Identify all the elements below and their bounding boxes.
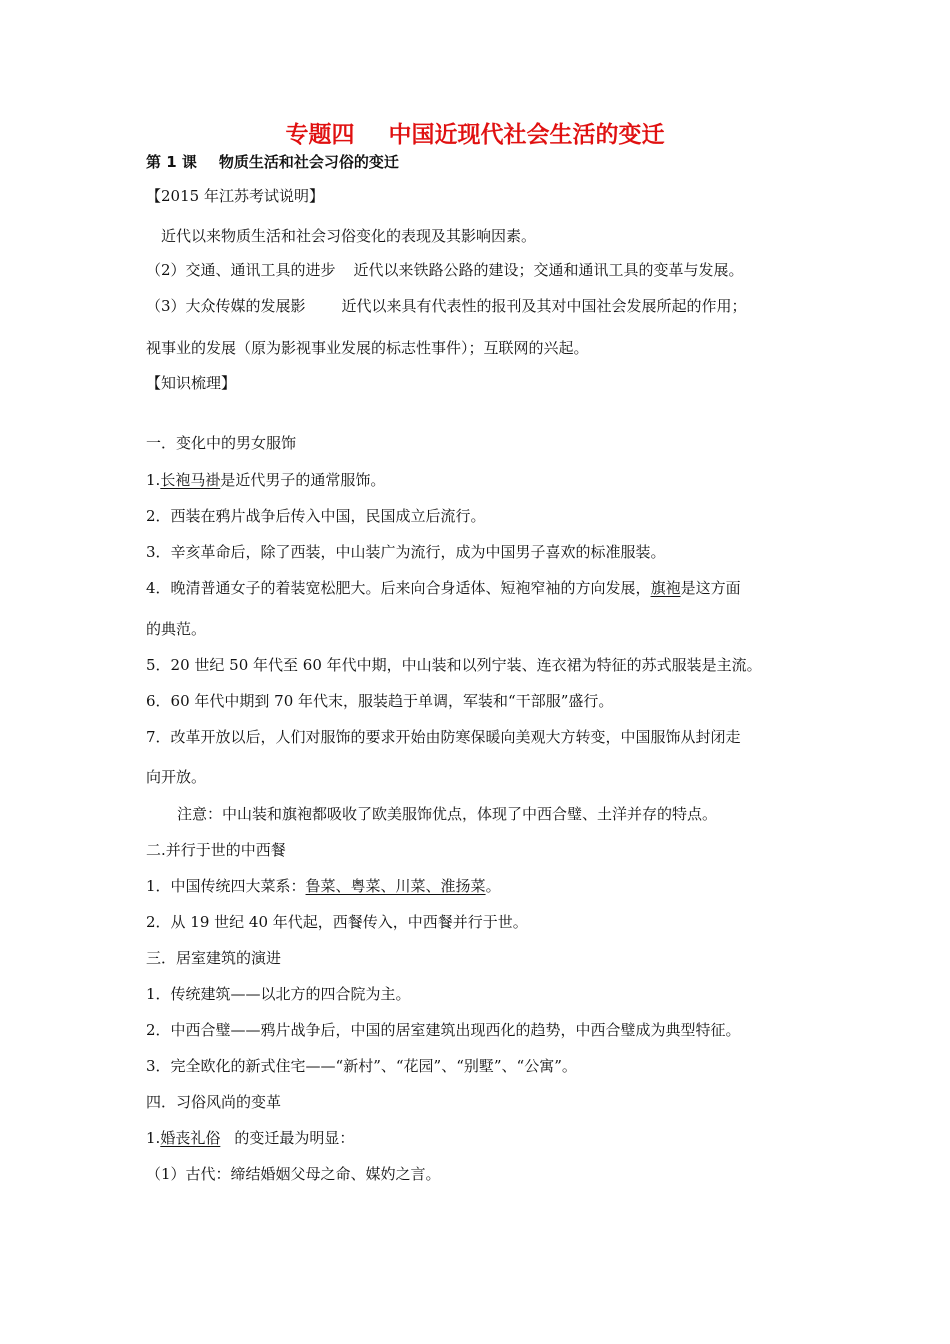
underlined-term: 鲁菜、粤菜、川菜、淮扬菜 xyxy=(305,877,486,895)
underlined-term: 旗袍 xyxy=(650,579,681,597)
exam-heading: 【2015 年江苏考试说明】 xyxy=(146,187,324,205)
section-1-item-4-cont: 的典范。 xyxy=(146,620,207,638)
exam-item-2-label: （2）交通、通讯工具的进步 xyxy=(146,261,336,279)
section-3-title: 三．居室建筑的演进 xyxy=(146,949,282,967)
section-1-title: 一．变化中的男女服饰 xyxy=(146,434,297,452)
item-text: 4．晚清普通女子的着装宽松肥大。后来向合身适体、短袍窄袖的方向发展， xyxy=(146,579,651,597)
section-1-item-7: 7．改革开放以后，人们对服饰的要求开始由防寒保暖向美观大方转变，中国服饰从封闭走 xyxy=(146,728,741,746)
item-text: 。 xyxy=(485,877,501,895)
section-1-item-5: 5．20 世纪 50 年代至 60 年代中期，中山装和以列宁装、连衣裙为特征的苏式服装是主流。 xyxy=(146,656,762,674)
item-text: 是近代男子的通常服饰。 xyxy=(220,471,386,489)
section-1-item-4 xyxy=(146,577,741,599)
section-4-item-2: （1）古代：缔结婚姻父母之命、媒妁之言。 xyxy=(146,1165,441,1183)
exam-item-2 xyxy=(146,259,744,281)
section-1-item-2: 2．西装在鸦片战争后传入中国，民国成立后流行。 xyxy=(146,507,486,525)
section-3-item-3: 3．完全欧化的新式住宅——“新村”、“花园”、“别墅”、“公寓”。 xyxy=(146,1057,577,1075)
section-3-item-1: 1．传统建筑——以北方的四合院为主。 xyxy=(146,985,411,1003)
section-1-item-7-cont: 向开放。 xyxy=(146,768,207,786)
item-text: 是这方面 xyxy=(680,579,741,597)
lesson-name: 物质生活和社会习俗的变迁 xyxy=(218,153,399,171)
section-1-item-1 xyxy=(146,469,385,491)
exam-item-2-text: 近代以来铁路公路的建设；交通和通讯工具的变革与发展。 xyxy=(353,261,744,279)
lesson-number: 第 1 课 xyxy=(146,153,197,171)
item-number: 1. xyxy=(146,471,161,489)
section-1-item-3: 3．辛亥革命后，除了西装，中山装广为流行，成为中国男子喜欢的标准服装。 xyxy=(146,543,666,561)
lesson-heading xyxy=(146,150,399,174)
section-4-item-1 xyxy=(146,1127,354,1149)
exam-item-3-text: 近代以来具有代表性的报刊及其对中国社会发展所起的作用； xyxy=(341,297,747,315)
item-number: 1. xyxy=(146,1129,161,1147)
section-2-item-2: 2．从 19 世纪 40 年代起，西餐传入，中西餐并行于世。 xyxy=(146,913,528,931)
page-title xyxy=(0,118,950,152)
section-2-item-1 xyxy=(146,875,501,897)
section-1-item-6: 6．60 年代中期到 70 年代末，服装趋于单调，军装和“干部服”盛行。 xyxy=(146,692,614,710)
exam-item-3-label: （3）大众传媒的发展影 xyxy=(146,297,306,315)
title-topic: 专题四 xyxy=(285,122,355,148)
knowledge-heading: 【知识梳理】 xyxy=(146,374,237,392)
exam-intro: 近代以来物质生活和社会习俗变化的表现及其影响因素。 xyxy=(161,227,537,245)
underlined-term xyxy=(160,1129,234,1147)
exam-item-3-cont: 视事业的发展（原为影视事业发展的标志性事件）；互联网的兴起。 xyxy=(146,339,589,357)
underlined-term: 长袍马褂 xyxy=(160,471,221,489)
underlined-term-text: 婚丧礼俗 xyxy=(160,1129,221,1147)
section-1-note: 注意：中山装和旗袍都吸收了欧美服饰优点，体现了中西合璧、土洋并存的特点。 xyxy=(177,805,718,823)
item-text: 1．中国传统四大菜系： xyxy=(146,877,306,895)
exam-item-3 xyxy=(146,295,747,317)
title-name: 中国近现代社会生活的变迁 xyxy=(388,122,665,148)
section-3-item-2: 2．中西合璧——鸦片战争后，中国的居室建筑出现西化的趋势，中西合璧成为典型特征。 xyxy=(146,1021,741,1039)
section-2-title: 二.并行于世的中西餐 xyxy=(146,841,286,859)
item-text: 的变迁最为明显： xyxy=(234,1129,355,1147)
section-4-title: 四．习俗风尚的变革 xyxy=(146,1093,282,1111)
